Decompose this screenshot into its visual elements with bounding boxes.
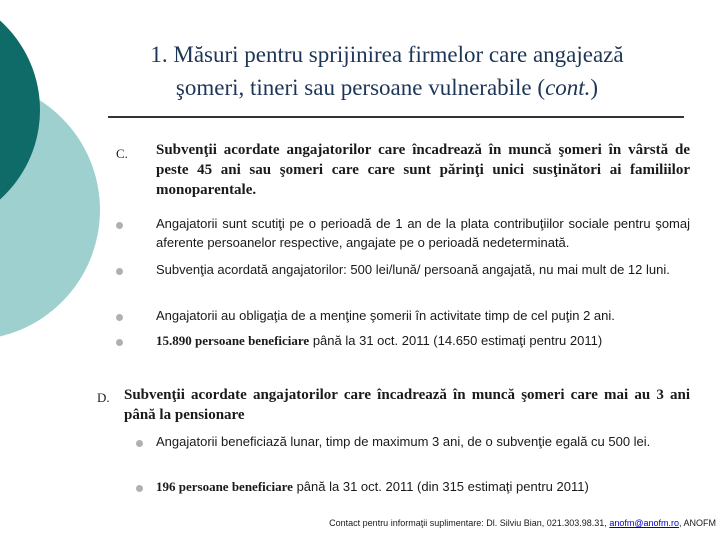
title-line-2 — [62, 71, 712, 104]
contact-email-link[interactable]: anofm@anofm.ro — [609, 518, 679, 528]
title-cont: cont. — [545, 75, 591, 100]
section-c-bullet-3: Angajatorii au obligaţia de a menţine şomerii în activitate timp de cel puţin 2 ani. — [156, 308, 615, 323]
title-line-1: 1. Măsuri pentru sprijinirea firmelor care angajează — [150, 42, 624, 67]
bullet-icon — [136, 485, 143, 492]
bullet-icon — [116, 339, 123, 346]
beneficiaries-detail-c: până la 31 oct. 2011 (14.650 estimaţi pentru 2011) — [309, 333, 603, 348]
section-d-bullet-2 — [156, 477, 690, 496]
section-c-bullet-2: Subvenţia acordată angajatorilor: 500 lei/lună/ persoană angajată, nu mai mult de 12 luni. — [156, 262, 670, 277]
section-d-bullet-1: Angajatorii beneficiază lunar, timp de maximum 3 ani, de o subvenţie egală cu 500 lei. — [156, 434, 651, 449]
beneficiaries-detail-d: până la 31 oct. 2011 (din 315 estimaţi pentru 2011) — [292, 479, 589, 494]
beneficiaries-count-c: 15.890 persoane beneficiare — [156, 333, 310, 348]
section-c-bullet-4 — [156, 331, 690, 350]
bullet-icon — [136, 440, 143, 447]
title-line-2-text: şomeri, tineri sau persoane vulnerabile ( — [175, 75, 546, 100]
title-paren: ) — [590, 75, 599, 100]
section-c-marker: C. — [116, 146, 128, 161]
section-d-heading: Subvenţii acordate angajatorilor care încadrează în muncă şomeri care mai au 3 ani până la pensionare — [124, 387, 690, 423]
section-c-heading: Subvenţii acordate angajatorilor care încadrează în muncă şomeri în vârstă de peste 45 ani sau şomeri care care sunt părinţi unici susţinători ai familiilor monoparentale. — [156, 142, 690, 198]
bullet-icon — [116, 222, 123, 229]
bullet-icon — [116, 314, 123, 321]
beneficiaries-count-d: 196 persoane beneficiare — [156, 479, 293, 494]
contact-footer — [280, 518, 716, 528]
title-divider — [108, 116, 684, 118]
slide-title — [62, 38, 712, 104]
section-d-marker: D. — [97, 390, 110, 405]
footer-suffix: , ANOFM — [678, 518, 716, 528]
footer-prefix: Contact pentru informaţii suplimentare: Dl. Silviu Bian, 021.303.98.31, — [329, 518, 610, 528]
bullet-icon — [116, 268, 123, 275]
section-c-bullet-1: Angajatorii sunt scutiţi pe o perioadă de 1 an de la plata contribuţiilor sociale pentru şomaj aferente persoanelor respective, angajate pe o perioadă nedeterminată. — [156, 216, 690, 250]
